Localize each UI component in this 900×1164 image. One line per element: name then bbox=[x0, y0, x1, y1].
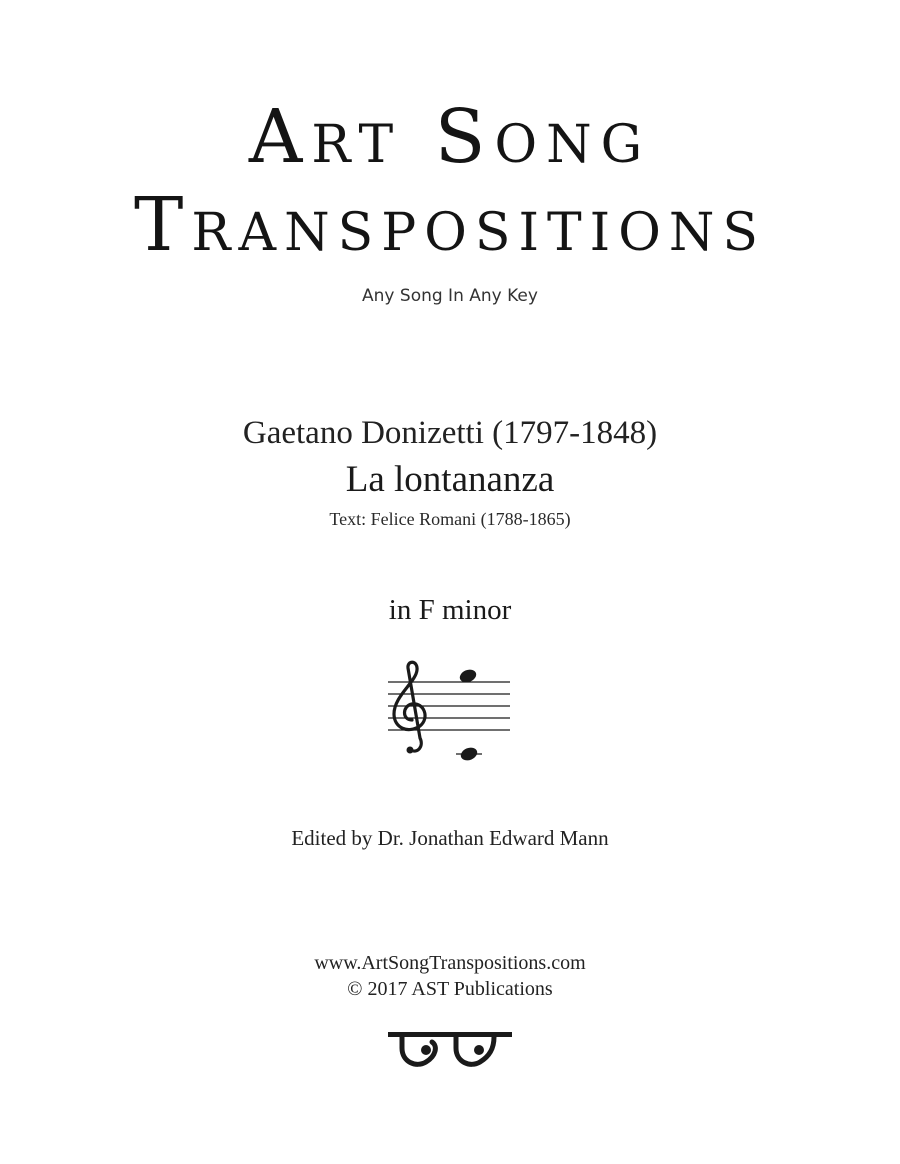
ast-logo-icon bbox=[386, 1028, 516, 1077]
low-note bbox=[459, 745, 479, 762]
text-credit: Text: Felice Romani (1788-1865) bbox=[329, 509, 571, 529]
composer: Gaetano Donizetti (1797-1848) bbox=[242, 415, 658, 451]
tagline: Any Song In Any Key bbox=[362, 286, 538, 306]
brand-title-line1: Art Song bbox=[248, 94, 652, 180]
song-title: La lontananza bbox=[345, 459, 555, 500]
key-signature-label: in F minor bbox=[388, 594, 512, 626]
brand-title-line2: Transpositions bbox=[134, 182, 766, 268]
copyright-notice: © 2017 AST Publications bbox=[347, 978, 553, 1000]
vocal-range-staff bbox=[380, 658, 520, 773]
website-link: www.ArtSongTranspositions.com bbox=[314, 952, 586, 974]
treble-clef-icon bbox=[394, 662, 425, 753]
editor-credit: Edited by Dr. Jonathan Edward Mann bbox=[291, 826, 609, 850]
